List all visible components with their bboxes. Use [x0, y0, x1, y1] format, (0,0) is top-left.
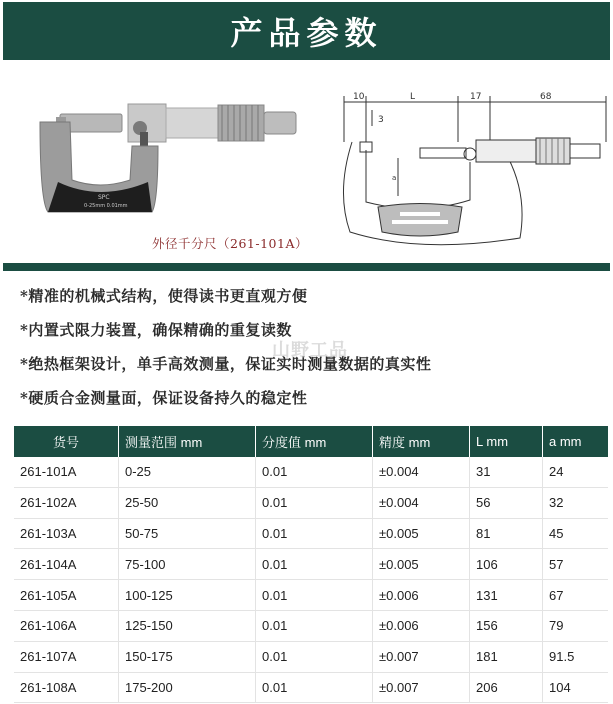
frame-label: SPC [98, 194, 110, 201]
cell-accuracy: ±0.006 [373, 610, 470, 641]
cell-accuracy: ±0.007 [373, 672, 470, 703]
cell-a: 91.5 [543, 641, 609, 672]
table-row [14, 518, 608, 549]
cell-l: 206 [470, 672, 543, 703]
cell-l: 131 [470, 580, 543, 611]
dim-L: L [410, 92, 416, 102]
table-row [14, 457, 608, 487]
cell-model: 261-103A [14, 518, 119, 549]
cell-range: 50-75 [119, 518, 256, 549]
cell-resolution: 0.01 [256, 457, 373, 487]
feature-item: *绝热框架设计，单手高效测量，保证实时测量数据的真实性 [20, 355, 432, 373]
table-row [14, 610, 608, 641]
col-header-accuracy: 精度 mm [373, 426, 470, 457]
cell-l: 106 [470, 549, 543, 580]
cell-range: 25-50 [119, 487, 256, 518]
cell-range: 175-200 [119, 672, 256, 703]
col-header-resolution: 分度值 mm [256, 426, 373, 457]
frame-spec: 0-25mm 0.01mm [84, 203, 128, 209]
feature-item: *硬质合金测量面，保证设备持久的稳定性 [20, 389, 308, 407]
cell-a: 32 [543, 487, 609, 518]
cell-accuracy: ±0.005 [373, 549, 470, 580]
cell-model: 261-107A [14, 641, 119, 672]
cell-resolution: 0.01 [256, 518, 373, 549]
feature-item: *内置式限力装置，确保精确的重复读数 [20, 321, 292, 339]
product-caption: 外径千分尺（261-101A） [152, 236, 308, 251]
cell-l: 181 [470, 641, 543, 672]
table-row [14, 549, 608, 580]
dim-a: a [392, 174, 397, 182]
cell-model: 261-106A [14, 610, 119, 641]
watermark: 山野工品 [272, 340, 348, 361]
cell-accuracy: ±0.004 [373, 487, 470, 518]
product-svg [0, 62, 613, 262]
spec-table [14, 426, 608, 703]
cell-resolution: 0.01 [256, 672, 373, 703]
dim-68: 68 [540, 92, 552, 102]
product-illustration [0, 62, 613, 262]
page-title: 产品参数 [230, 14, 383, 52]
dim-10: 10 [353, 92, 365, 102]
col-header-a: a mm [543, 426, 609, 457]
cell-range: 0-25 [119, 457, 256, 487]
cell-a: 67 [543, 580, 609, 611]
dim-17: 17 [470, 92, 482, 102]
cell-accuracy: ±0.004 [373, 457, 470, 487]
table-header-row [14, 426, 608, 457]
col-header-model: 货号 [14, 426, 119, 457]
cell-accuracy: ±0.005 [373, 518, 470, 549]
cell-l: 31 [470, 457, 543, 487]
header-banner [3, 2, 610, 60]
table-row [14, 487, 608, 518]
cell-resolution: 0.01 [256, 641, 373, 672]
cell-range: 125-150 [119, 610, 256, 641]
cell-a: 45 [543, 518, 609, 549]
cell-accuracy: ±0.006 [373, 580, 470, 611]
cell-model: 261-102A [14, 487, 119, 518]
table-row [14, 672, 608, 703]
cell-a: 57 [543, 549, 609, 580]
table-row [14, 580, 608, 611]
cell-a: 79 [543, 610, 609, 641]
cell-resolution: 0.01 [256, 610, 373, 641]
cell-range: 75-100 [119, 549, 256, 580]
cell-accuracy: ±0.007 [373, 641, 470, 672]
cell-a: 104 [543, 672, 609, 703]
dim-3: 3 [378, 115, 384, 125]
micrometer-photo [40, 104, 296, 212]
cell-resolution: 0.01 [256, 549, 373, 580]
table-row [14, 641, 608, 672]
feature-item: *精准的机械式结构，使得读书更直观方便 [20, 287, 308, 305]
cell-model: 261-104A [14, 549, 119, 580]
cell-model: 261-105A [14, 580, 119, 611]
cell-model: 261-108A [14, 672, 119, 703]
section-divider [3, 263, 610, 271]
cell-a: 24 [543, 457, 609, 487]
cell-l: 56 [470, 487, 543, 518]
cell-resolution: 0.01 [256, 487, 373, 518]
cell-range: 100-125 [119, 580, 256, 611]
cell-l: 156 [470, 610, 543, 641]
cell-resolution: 0.01 [256, 580, 373, 611]
cell-l: 81 [470, 518, 543, 549]
col-header-range: 测量范围 mm [119, 426, 256, 457]
cell-model: 261-101A [14, 457, 119, 487]
col-header-l: L mm [470, 426, 543, 457]
cell-range: 150-175 [119, 641, 256, 672]
